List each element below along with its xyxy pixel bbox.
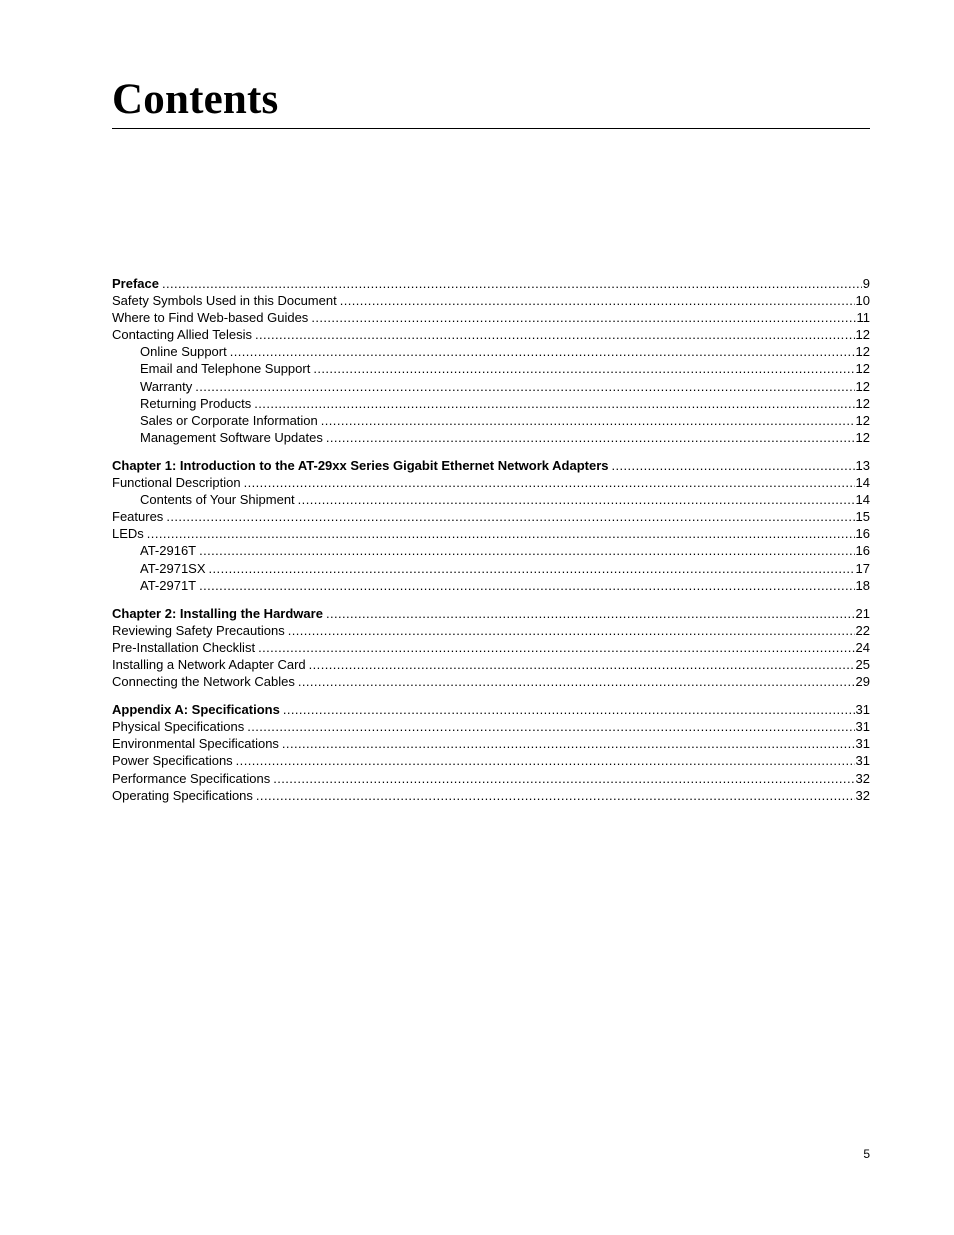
toc-entry-label: Contacting Allied Telesis [112, 327, 252, 343]
toc-entry-label: Management Software Updates [140, 429, 323, 445]
toc-entry[interactable] [112, 770, 870, 787]
toc-leader-dots [147, 525, 855, 542]
toc-entry-label: Email and Telephone Support [140, 361, 311, 377]
toc-entry-label: Connecting the Network Cables [112, 674, 295, 690]
toc-leader-dots [230, 343, 855, 360]
toc-entry-page: 12 [855, 361, 870, 377]
toc-subentry[interactable] [112, 560, 870, 577]
toc-leader-dots [321, 412, 855, 429]
toc-entry[interactable] [112, 474, 870, 491]
toc-entry-label: Chapter 2: Installing the Hardware [112, 605, 323, 621]
toc-entry-page: 17 [855, 560, 870, 576]
toc-section [112, 457, 870, 594]
toc-entry-page: 29 [855, 674, 870, 690]
toc-entry-label: Environmental Specifications [112, 736, 279, 752]
toc-entry[interactable] [112, 326, 870, 343]
toc-section [112, 605, 870, 690]
toc-entry-page: 31 [855, 702, 870, 718]
page-title: Contents [112, 76, 279, 123]
toc-entry-label: Operating Specifications [112, 787, 253, 803]
toc-entry[interactable] [112, 508, 870, 525]
toc-subentry[interactable] [112, 577, 870, 594]
toc-subentry[interactable] [112, 491, 870, 508]
table-of-contents [112, 275, 870, 815]
toc-leader-dots [244, 474, 855, 491]
toc-subentry[interactable] [112, 412, 870, 429]
toc-heading-entry[interactable] [112, 457, 870, 474]
toc-entry-label: Physical Specifications [112, 719, 245, 735]
toc-entry-label: Performance Specifications [112, 770, 271, 786]
toc-subentry[interactable] [112, 343, 870, 360]
toc-entry[interactable] [112, 525, 870, 542]
toc-leader-dots [254, 395, 854, 412]
toc-entry[interactable] [112, 787, 870, 804]
toc-entry-label: Warranty [140, 378, 193, 394]
toc-entry-label: Sales or Corporate Information [140, 412, 318, 428]
toc-section [112, 701, 870, 804]
toc-entry-page: 22 [855, 622, 870, 638]
toc-leader-dots [340, 292, 855, 309]
toc-entry-label: AT-2971SX [140, 560, 206, 576]
toc-leader-dots [199, 577, 854, 594]
toc-entry-page: 16 [855, 526, 870, 542]
toc-entry-page: 21 [855, 605, 870, 621]
toc-entry-page: 18 [855, 577, 870, 593]
toc-entry-label: Returning Products [140, 395, 252, 411]
title-rule [112, 128, 870, 129]
toc-entry-page: 31 [855, 736, 870, 752]
toc-entry-page: 32 [855, 787, 870, 803]
toc-entry-page: 31 [855, 719, 870, 735]
toc-leader-dots [288, 622, 855, 639]
toc-leader-dots [273, 770, 854, 787]
toc-entry-page: 14 [855, 475, 870, 491]
toc-entry[interactable] [112, 622, 870, 639]
toc-leader-dots [612, 457, 855, 474]
toc-leader-dots [236, 752, 855, 769]
toc-entry-label: Chapter 1: Introduction to the AT-29xx Series Gigabit Ethernet Network Adapters [112, 457, 609, 473]
toc-entry-page: 12 [855, 395, 870, 411]
toc-entry-label: AT-2916T [140, 543, 197, 559]
toc-entry-page: 11 [856, 310, 870, 326]
toc-entry-page: 12 [855, 344, 870, 360]
toc-heading-entry[interactable] [112, 275, 870, 292]
toc-entry-label: Safety Symbols Used in this Document [112, 293, 337, 309]
toc-entry[interactable] [112, 639, 870, 656]
toc-leader-dots [195, 378, 854, 395]
toc-leader-dots [162, 275, 862, 292]
toc-leader-dots [309, 656, 855, 673]
toc-entry-label: Contents of Your Shipment [140, 492, 295, 508]
toc-entry-label: Functional Description [112, 475, 241, 491]
toc-entry[interactable] [112, 735, 870, 752]
toc-section [112, 275, 870, 446]
toc-entry-label: Power Specifications [112, 753, 233, 769]
toc-entry-page: 12 [855, 378, 870, 394]
toc-entry-page: 13 [855, 457, 870, 473]
toc-entry-label: Preface [112, 276, 159, 291]
toc-entry-label: Appendix A: Specifications [112, 702, 280, 718]
toc-entry-label: Pre-Installation Checklist [112, 639, 256, 655]
toc-entry-label: AT-2971T [140, 577, 197, 593]
toc-leader-dots [298, 673, 855, 690]
toc-entry-label: Where to Find Web-based Guides [112, 310, 309, 326]
toc-entry-page: 14 [855, 492, 870, 508]
toc-entry[interactable] [112, 292, 870, 309]
toc-leader-dots [283, 701, 855, 718]
toc-entry[interactable] [112, 673, 870, 690]
toc-entry-page: 31 [855, 753, 870, 769]
toc-entry-page: 10 [855, 293, 870, 309]
toc-heading-entry[interactable] [112, 605, 870, 622]
toc-leader-dots [247, 718, 854, 735]
toc-entry-page: 15 [855, 509, 870, 525]
toc-leader-dots [255, 326, 855, 343]
toc-entry-page: 9 [862, 276, 870, 291]
toc-subentry[interactable] [112, 395, 870, 412]
toc-entry-page: 12 [855, 429, 870, 445]
toc-leader-dots [298, 491, 855, 508]
toc-subentry[interactable] [112, 542, 870, 559]
toc-entry-page: 24 [855, 639, 870, 655]
toc-entry-label: Reviewing Safety Precautions [112, 622, 285, 638]
toc-leader-dots [326, 429, 855, 446]
toc-entry[interactable] [112, 752, 870, 769]
toc-entry-label: LEDs [112, 526, 144, 542]
toc-leader-dots [311, 309, 855, 326]
toc-entry-page: 25 [855, 656, 870, 672]
page-number: 5 [863, 1147, 870, 1161]
toc-subentry[interactable] [112, 429, 870, 446]
toc-entry-page: 16 [855, 543, 870, 559]
toc-entry[interactable] [112, 656, 870, 673]
toc-leader-dots [199, 542, 854, 559]
toc-leader-dots [256, 787, 855, 804]
toc-entry-page: 12 [855, 327, 870, 343]
toc-leader-dots [313, 360, 854, 377]
toc-entry-page: 12 [855, 412, 870, 428]
toc-entry-label: Online Support [140, 344, 227, 360]
toc-entry[interactable] [112, 718, 870, 735]
toc-entry-label: Installing a Network Adapter Card [112, 656, 306, 672]
toc-leader-dots [326, 605, 855, 622]
toc-leader-dots [209, 560, 855, 577]
toc-entry-page: 32 [855, 770, 870, 786]
toc-subentry[interactable] [112, 360, 870, 377]
toc-leader-dots [282, 735, 855, 752]
toc-entry-label: Features [112, 509, 164, 525]
toc-leader-dots [258, 639, 854, 656]
toc-leader-dots [166, 508, 854, 525]
toc-subentry[interactable] [112, 378, 870, 395]
toc-entry[interactable] [112, 309, 870, 326]
toc-heading-entry[interactable] [112, 701, 870, 718]
